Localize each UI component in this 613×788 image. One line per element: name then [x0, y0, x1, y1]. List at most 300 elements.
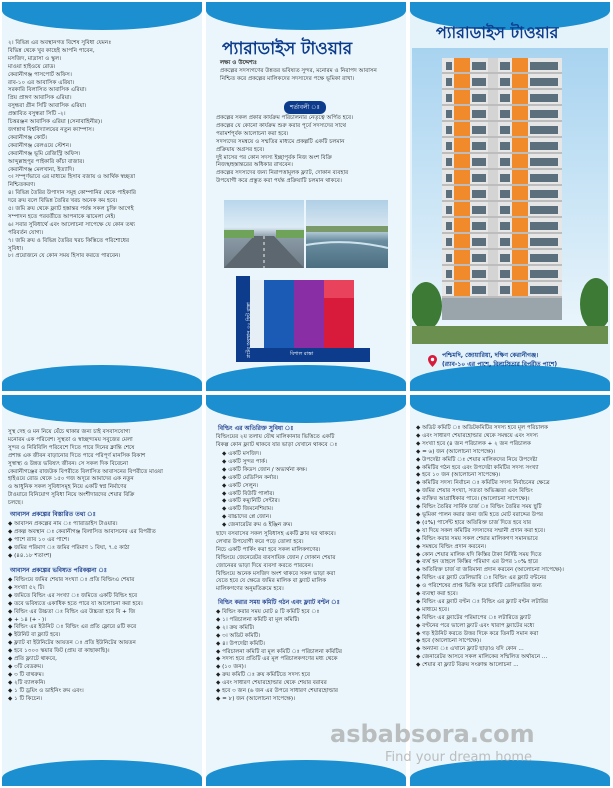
facility-line: যেতে হবে যে ক্ষেত্রে জমির মালিক বা ফ্ল্যাট মালিক	[216, 578, 327, 585]
rule-line	[416, 615, 564, 623]
tower-floor-slab	[442, 232, 562, 234]
intro-line: হাইওয়ে রোড থেকে ১৫০ গজ অদূরে আমাদের এক নতুন	[8, 476, 134, 483]
bullet-text: ৪। উপদেষ্টা কমিটি।	[222, 640, 265, 647]
tower-window	[472, 222, 486, 230]
advantage-line: কেরানীগঞ্জ কোর্ট।	[8, 134, 47, 141]
tower-floor-slab	[442, 136, 562, 138]
advantage-line: কেরানীগঞ্জ মেলখানা, ইত্যাদি।	[8, 166, 75, 173]
tower-window	[530, 126, 558, 134]
committee-list	[216, 609, 342, 704]
bullet-icon: ◆	[416, 543, 423, 550]
bullet-icon: ◆	[8, 592, 15, 599]
bullet-icon: ◆	[416, 496, 423, 503]
bullet-text: হবে (আলোচনা সাপেক্ষে)।	[422, 638, 481, 645]
bullet-text: একটি মেডিসিন কর্নার।	[228, 474, 279, 481]
bullet-icon: ◆	[8, 608, 15, 615]
term-line: সদস্যদের সমন্বয়ে ও সম্মতির মাধ্যমে প্রকল্পটি একটি চলমান	[216, 138, 345, 145]
bullet-text: প্রতি ফ্ল্যাটে থাকবে,	[14, 656, 57, 663]
tower-window	[472, 110, 486, 118]
bullet-text: কমিটির সদস্য নির্বাচন ঃ কমিটির সদস্য নির্বাচনের ক্ষেত্রে	[422, 480, 550, 487]
plan-line	[8, 601, 143, 609]
bullet-icon: ◆	[416, 527, 423, 534]
mission-title: লক্ষ্য ও উদ্দেশ্যঃ	[220, 60, 257, 66]
tower-floor-slab	[442, 152, 562, 154]
bullet-text: (১০ জন)।	[222, 664, 246, 671]
bullet-icon: ◆	[416, 630, 423, 637]
advantage-line: আব্দুল্লাহপুর পাইকারি কাঁচা বাজার।	[8, 158, 85, 165]
tower-rendering	[412, 48, 608, 344]
bullet-text: একটি জিমনেশিয়াম।	[228, 506, 273, 513]
committee-line	[216, 680, 342, 688]
committee-line	[216, 633, 342, 641]
bullet-text: এবং সাধারণ শেয়ারহোল্ডার থেকে সমন্বয়ে এবং সদস্য	[422, 432, 539, 439]
bullet-icon: ◆	[222, 466, 229, 473]
bullet-text: ব্যক্তির আগ্রাধিকার পাবে। (আলোচনা সাপেক্ষে)।	[422, 496, 530, 503]
bullet-icon: ◆	[222, 506, 229, 513]
bullet-icon: ◆	[416, 654, 423, 661]
brand-title: প্যারাডাইস টাওয়ার	[436, 23, 559, 42]
committee-line	[216, 617, 342, 625]
tower-window	[446, 62, 452, 70]
rule-line	[416, 599, 564, 607]
bullet-icon: ◆	[216, 672, 223, 679]
bullet-icon: ◆	[416, 432, 423, 439]
tower-window	[500, 222, 510, 230]
bullet-text: ৩। অডিট কমিটি।	[222, 632, 261, 639]
advantage-line: ৭। জমি ক্রয় ও বিভিন্ন তৈরির খরচ কিস্তিতে পরিশোধের	[8, 237, 130, 244]
advantage-line: নিশ্চিতকরণ।	[8, 182, 36, 189]
bullet-text: সমন্বয়ে বিল্ডিং প্রদান করবেন।	[422, 543, 487, 550]
tower-floor-slab	[442, 296, 562, 298]
advantage-line: ৬। সবার সুবিধার্থে এবং আলোচনা সাপেক্ষে যে কোন তথ্য	[8, 221, 135, 228]
term-line: প্রকল্পের যে কোনো কার্যক্রম শুরু করার পূর্বে সদস্যদের সাথে	[216, 122, 347, 129]
plan-line	[8, 648, 143, 656]
amenity-item	[222, 451, 307, 459]
tower-floor-slab	[442, 216, 562, 218]
rule-line	[416, 449, 564, 457]
facility-line: মালিকগণের অনুমতিক্রমে হবে।	[216, 586, 284, 593]
bullet-icon: ◆	[416, 638, 423, 645]
tower-window	[500, 110, 510, 118]
bullet-text: (৪৪.১৮ শতাংশ)	[14, 552, 52, 559]
intro-line: মনোরম এক পরিবেশ। সুস্থতা ও স্বাচ্ছন্দ্যময় সবুজের মেলা	[8, 436, 133, 443]
bullet-icon: ◆	[8, 663, 15, 670]
rule-line	[416, 488, 564, 496]
advantage-line: মাওয়া হাইওয়ে রোড।	[8, 63, 56, 70]
committee-line	[216, 609, 342, 617]
panel-top-band	[2, 2, 202, 30]
tower-window	[530, 110, 558, 118]
rule-line	[416, 457, 564, 465]
bullet-icon: ◆	[416, 440, 423, 447]
tower-floor-slab	[442, 248, 562, 250]
advantage-line: সুবিধা।	[8, 245, 24, 252]
plot-diagram	[234, 274, 374, 364]
committee-line	[216, 696, 342, 704]
bullet-text: = ৬) জন (আলোচনা সাপেক্ষে)।	[422, 448, 496, 455]
detail-line	[8, 529, 156, 537]
plan-line	[8, 680, 143, 688]
extra-facilities-more	[216, 531, 336, 594]
bullet-text: ২টি ব্যালকনি।	[14, 679, 46, 686]
future-plan-list	[8, 577, 143, 704]
amenity-item	[222, 506, 307, 514]
bullet-icon: ◆	[416, 456, 423, 463]
bullet-text: জেনারেটর আসবে সকল মালিকের সম্মিলিত অর্থায়নে ...	[422, 654, 548, 661]
bullet-text: জমিতে বিল্ডিং এর সংখ্যা ঃ জমিতে একটি বিল্ডিং হবে	[14, 592, 138, 599]
tower-window	[446, 174, 452, 182]
tower-window	[500, 62, 510, 70]
bullet-icon: ◆	[8, 521, 15, 527]
tower-floor-slab	[442, 200, 562, 202]
tower-window	[500, 270, 510, 278]
rule-line	[416, 575, 564, 583]
plot-bottom-road: বিশাল রাস্তা	[290, 351, 314, 357]
term-line: দুই মাসের পর কোন সদস্য ইচ্ছাপূর্বক নিজ অংশ বিক্রি	[216, 154, 332, 161]
advantage-line: ৫। জমি ক্রয় থেকে ফ্ল্যাট হস্তান্তর পর্যন্ত সকল চুক্তি আগেই	[8, 206, 134, 213]
facility-line: ছাদে বসবাসের সকল সুবিধাসহ একটি ক্লাব ঘর থাকবে।	[216, 531, 336, 537]
rule-line	[416, 496, 564, 504]
bullet-text: কমিটির গঠন হবে এবং উপদেষ্টা কমিটির সদস্য সংখ্যা	[422, 464, 539, 471]
committee-line	[216, 672, 342, 680]
bullet-icon: ◆	[216, 695, 223, 702]
tower-window	[446, 270, 452, 278]
bullet-icon: ◆	[8, 600, 15, 607]
intro-line: কেরানীগঞ্জের রাজউক বিপরীতে বিলাসিত আবাসনের বিপরীতে মাওয়া	[8, 468, 163, 475]
mission-text	[220, 68, 377, 84]
bullet-text: জমির পরিমাণ ঃ জমির পরিমাণ ১ বিঘা, ৭.৫ কাঠা	[14, 544, 130, 551]
bullet-text: বিল্ডিং এর উচ্চতা ঃ বিল্ডিং এর উচ্চতা হবে বি + জি	[14, 608, 136, 615]
bullet-icon: ◆	[416, 551, 423, 558]
bullet-text: ১। পরিচালনা কমিটি বা মূল কমিটি।	[222, 616, 300, 623]
bullet-text: বিল্ডিং তৈরির সার্বিক চার্জ ঃ বিল্ডিং তৈরির সময় ছুটি	[422, 504, 542, 511]
bullet-text: ৩টি বেডরুম।	[14, 663, 44, 670]
plan-line	[8, 688, 143, 696]
tower-window	[530, 174, 558, 182]
panel-bottom-band	[206, 365, 406, 391]
tower-window	[446, 142, 452, 150]
tower-window	[472, 286, 486, 294]
tower-window	[530, 206, 558, 214]
bullet-icon: ◆	[416, 504, 423, 511]
tower-window	[500, 174, 510, 182]
bullet-icon: ◆	[416, 598, 423, 605]
bullet-text: বণ্টনের পরে ভালো ফ্ল্যাট এবং খারাপ ফ্ল্যাটের মধ্যে	[422, 622, 535, 629]
bullet-icon: ◆	[222, 522, 229, 529]
plan-line	[8, 664, 143, 672]
intro-line: ও আধুনিক সকল সুবিধাসমূহ নিয়ে একটি স্বপ্ন নির্মাণের	[8, 484, 127, 491]
rule-line	[416, 583, 564, 591]
rule-line	[416, 441, 564, 449]
tower-window	[530, 238, 558, 246]
advantage-line: পরিবর্তন যোগ্য।	[8, 229, 44, 236]
bullet-icon: ◆	[8, 616, 15, 623]
detail-line	[8, 545, 156, 553]
panel-top-band	[410, 395, 610, 423]
rule-line	[416, 607, 564, 615]
tower-window	[446, 206, 452, 214]
bullet-icon: ◆	[416, 464, 423, 471]
bullet-icon: ◆	[8, 648, 15, 655]
address-line-2: (র‍্যাব-১০ এর পাশে, বিলাসিতার বিপরীত পাশে)	[442, 361, 558, 368]
bullet-text: সংখ্যা ৫২ টি।	[14, 584, 45, 591]
bullet-text: ১ টি কিচেন।	[14, 695, 43, 702]
bullet-icon: ◆	[8, 584, 15, 591]
terms-list	[216, 115, 353, 186]
rule-line	[416, 433, 564, 441]
bullet-icon: ◆	[8, 632, 15, 639]
plan-line	[8, 696, 143, 704]
plan-line	[8, 577, 143, 585]
address-line-1: পশ্চিমদি, জোয়ারিয়া, দক্ষিণ কেরানীগঞ্জ।	[442, 352, 539, 359]
bullet-icon: ◆	[216, 680, 223, 687]
bullet-icon: ◆	[8, 544, 15, 551]
river-photo	[306, 200, 388, 268]
rule-line	[416, 662, 564, 670]
rule-line	[416, 536, 564, 544]
bullet-icon: ◆	[416, 425, 423, 431]
tower-window	[500, 94, 510, 102]
bullet-icon: ◆	[416, 575, 423, 582]
plan-line	[8, 585, 143, 593]
bullet-icon: ◆	[222, 482, 229, 489]
bullet-icon: ◆	[8, 528, 15, 535]
term-line: নিজস্ব/হস্তান্তরের অধিকার রাখবেন।	[216, 162, 293, 169]
bullet-icon: ◆	[416, 448, 423, 455]
tower-window	[446, 286, 452, 294]
amenity-item	[222, 522, 307, 530]
tower-window	[500, 238, 510, 246]
bullet-text: প্রকল্প অবস্থান ঃ কেরানীগঞ্জ বিলাসিত আবাসনের এর বিপরীত	[14, 528, 156, 535]
project-details-heading: আবাসন প্রকল্পের বিস্তারিত তথ্য ঃ	[10, 511, 96, 518]
bullet-icon: ◆	[8, 656, 15, 663]
bullet-text: হবে ১০ জন (আলোচনা সাপেক্ষে)।	[422, 472, 501, 479]
intro-line: প্রশান্ত এক জীবন বাড়ানোর দিতে পারে পরিপূর্ণ মানসিক বিকাশ	[8, 452, 146, 459]
tower-window	[446, 94, 452, 102]
tower-window	[472, 254, 486, 262]
amenity-item	[222, 459, 307, 467]
bullet-text: ২। ক্রয় কমিটি।	[222, 624, 255, 631]
bullet-icon: ◆	[416, 614, 423, 621]
term-line: উপযোগী করে প্রস্তুত করা পর্যন্ত প্রক্রিয়াটি চলমান থাকবে।	[216, 178, 342, 185]
bullet-icon: ◆	[216, 640, 223, 647]
advantage-line: ২। বিভিন্ন এর অবস্থানগত বিশেষ সুবিধা যেমনঃ	[8, 40, 112, 46]
amenity-item	[222, 514, 307, 522]
bullet-text: ৩ টি বাথরুম।	[14, 671, 44, 678]
bullet-icon: ◆	[416, 488, 423, 495]
tower-window	[530, 222, 558, 230]
bullet-icon: ◆	[8, 671, 15, 678]
bullet-icon: ◆	[416, 519, 423, 526]
term-line: প্রকল্পের সকল প্রকার কার্যক্রম পরিচালনার নেতৃত্বে অর্পিত হবে।	[216, 115, 354, 121]
advantage-line: রাব-১০ এর আবাসিক এরিয়া।	[8, 79, 75, 86]
bullet-icon: ◆	[8, 624, 15, 631]
facility-line: জোনেরর ভাড়া দিয়ে ব্যবসা করতে পারবেন।	[216, 562, 313, 569]
bullet-icon: ◆	[416, 622, 423, 629]
advantage-line: দরে ক্রয় বলে বিভিন্ন তৈরির খরচ অনেক কম হবে।	[8, 198, 118, 205]
advantage-line: সরকারি বিলাসিত আবাসিক এরিয়া।	[8, 87, 87, 94]
bullet-text: ক্রয় কমিটি ঃ ক্রয় কমিটিতে সদস্য হবে	[222, 672, 310, 679]
panel-bottom-band	[2, 760, 202, 786]
tower-window	[530, 254, 558, 262]
bullet-text: = ৮) জন (আলোচনা সাপেক্ষে)।	[222, 695, 296, 702]
tower-window	[530, 94, 558, 102]
advantage-line: ৮। প্রয়োজনে যে কোন সময় হিসাব করতে পারবেন।	[8, 253, 121, 260]
bullet-text: কোন শেয়ার মালিক যদি কিস্তির টাকা নির্দিষ্ট সময় দিতে	[422, 551, 542, 558]
tower-window	[446, 126, 452, 134]
intro-line: সুস্থ দেহ ও মন নিয়ে বেঁচে থাকার জন্য চাই বসবাসযোগ্য	[8, 429, 131, 435]
intro-line: টাওয়ারে বিনিয়োগ সুবিধা নিয়ে অংশীদারদের শেয়ার বিক্রি	[8, 492, 135, 499]
bullet-icon: ◆	[416, 559, 423, 566]
bullet-text: সংখ্যা হবে (৪ জন পরিচালক + ২ জন পরিচালক	[422, 440, 531, 447]
bullet-icon: ◆	[216, 632, 223, 639]
bullet-text: একটি কম্যুনিটি সেন্টার।	[228, 498, 280, 505]
advantage-line: কেরানীগঞ্জ রেলওয়ে স্টেশন।	[8, 142, 71, 149]
tower-window	[500, 286, 510, 294]
tower-window	[472, 78, 486, 86]
tower-window	[446, 78, 452, 86]
bullet-text: যা দিয়ে সকল কমিটির সদস্যদের সম্মানী প্রদান করা হবে।	[422, 527, 545, 534]
bullet-icon: ◆	[416, 480, 423, 487]
tower-window	[500, 78, 510, 86]
advantage-line: কেরানীগঞ্জ পাসপোর্ট অফিস।	[8, 71, 72, 78]
rule-line	[416, 528, 564, 536]
tower-floor-slab	[442, 264, 562, 266]
detail-line	[8, 553, 156, 561]
amenity-item	[222, 483, 307, 491]
detail-line	[8, 537, 156, 545]
plan-line	[8, 593, 143, 601]
rule-line	[416, 623, 564, 631]
bullet-text: ও পরিশেষের প্রাপ্ত ভিত্তি করে চাবিটি ডেলিভারির জন্য	[422, 583, 542, 590]
bullet-text: ফ্ল্যাট বা ইউনিটের আয়তন ঃ প্রতি ইউনিটের আয়তন	[14, 640, 136, 647]
panel-top-middle	[206, 2, 406, 391]
mission-line: প্রকল্পের সদস্যগণের উন্নতর ভবিষ্যত সুন্দর, মনোরম ও নিরাপদ আবাসন	[220, 68, 377, 74]
bullet-icon: ◆	[216, 688, 223, 695]
bullet-text: হবে ৩ জন (৬ জন এর উপরে সাধারণ শেয়ারহোল্ডার	[222, 688, 338, 695]
rule-line	[416, 504, 564, 512]
tower-window	[472, 238, 486, 246]
plan-line	[8, 672, 143, 680]
term-line: পরামর্শপূর্বক আলোচনা করা হবে।	[216, 130, 289, 137]
tower-window	[472, 126, 486, 134]
tower-window	[472, 94, 486, 102]
bullet-text: বিল্ডিং করার সময় সকল শেয়ার মালিকগণ সমানভাবে	[422, 535, 538, 542]
bullet-text: পরিচালনা কমিটি বা মূল কমিটি ঃ পরিচালনা কমিটির	[222, 648, 342, 655]
bullet-text: জেনারেটর রুম ও ইঞ্জিন রুম।	[228, 522, 293, 529]
bullet-text: একটি বিউটি পার্লার।	[228, 490, 275, 497]
extra-facilities-intro	[216, 434, 337, 450]
tower-window	[500, 254, 510, 262]
intro-line: সুস্বাস্থ্য ও উন্নত ভবিষ্যৎ জীবন। সে সকল দিক বিবেচনা	[8, 460, 129, 467]
bullet-text: ইউনিট বা ফ্ল্যাট হবে।	[14, 632, 61, 639]
bullet-text: ভূমিকা পালন করার জন্য জমি হতে মোট বরাদ্দের উপর	[422, 511, 543, 518]
tower-window	[472, 142, 486, 150]
location-pin-icon	[428, 352, 437, 364]
bullet-text: একটি সেলুন।	[228, 482, 259, 489]
advantage-line: জগন্নাথ বিশ্ববিদ্যালয়ের নতুন ক্যাম্পাস।	[8, 126, 94, 133]
bullet-icon: ◆	[222, 498, 229, 505]
tower-window	[446, 110, 452, 118]
tower-window	[530, 286, 558, 294]
bullet-text: বাচ্চাদের প্লে জোন।	[228, 514, 272, 521]
bullet-text: বিল্ডিং এর ফ্ল্যাট বণ্টন ঃ বিল্ডিং এর ফ্ল্যাট বণ্টন লটারির	[422, 598, 548, 605]
terms-badge: শর্তাবলী ঃ	[284, 101, 326, 114]
bullet-text: অডিট কমিটি ঃ অডিটকমিটির সদস্য হবে মূল পরিচালক	[422, 425, 549, 431]
rule-line	[416, 512, 564, 520]
brand-title: প্যারাডাইস টাওয়ার	[222, 39, 353, 59]
tower-window	[500, 142, 510, 150]
bullet-icon: ◆	[416, 567, 423, 574]
watermark-tagline: Find your dream home	[385, 750, 533, 765]
panel-top-band	[206, 395, 406, 423]
facility-line: লেখার উপযোগী করে পড়ে তোলা হবে।	[216, 538, 304, 545]
advantage-line: চিত্তরঞ্জন আবাসিক এরিয়া (সেনাবাহিনীর)।	[8, 119, 103, 126]
tower-window	[500, 206, 510, 214]
facility-intro-line: বিকল্প কোন ফ্ল্যাট থাকবে যার ভাড়া যেখানে থাকবে ঃ	[216, 441, 338, 448]
bullet-text: আবাসন প্রকল্পের নাম ঃ প্যারাডাইস টাওয়ার।	[14, 521, 118, 527]
bullet-icon: ◆	[8, 640, 15, 647]
bullet-text: শেয়ার বা ফ্ল্যাট বিক্রয় সংক্রান্ত আলোচনা ...	[422, 662, 519, 669]
bullet-text: মাধ্যমে হবে।	[422, 606, 450, 613]
plan-line	[8, 656, 143, 664]
bullet-icon: ◆	[8, 695, 15, 702]
bullet-text: উপদেষ্টা কমিটি ঃ শেয়ার মালিকদের নিয়ে উপদেষ্টা	[422, 456, 538, 463]
advantage-line: প্রিয় প্রাঙ্গণ আবাসিক এরিয়া।	[8, 95, 72, 102]
tower-window	[472, 270, 486, 278]
bullet-icon: ◆	[416, 535, 423, 542]
highway-photo	[224, 200, 304, 268]
facility-line: নিচে একটি পার্কিং করা হবে সকল মালিকগণের।	[216, 546, 321, 553]
bullet-icon: ◆	[8, 577, 15, 583]
advantage-line: ৪। বিভিন্ন তৈরির উপাদান সমূহ কোম্পানির থেকে পাইকারি	[8, 190, 136, 197]
tower-window	[472, 62, 486, 70]
bullet-text: একটি সুন্দর পার্ক।	[228, 458, 268, 465]
tower-floor-slab	[442, 168, 562, 170]
detail-line	[8, 521, 156, 529]
facility-line: বিল্ডিংয়ে জেনেরেটর ব্যবসায়িক জোন / দোকান শেয়ার	[216, 554, 336, 561]
bullet-icon: ◆	[222, 514, 229, 521]
tower-window	[530, 142, 558, 150]
intro-line: সুন্দর ও নিরিবিলি পরিবেশে দিতে পারে দিনের ক্লান্তি শেষে	[8, 444, 135, 451]
bullet-icon: ◆	[416, 583, 423, 590]
amenities-list	[222, 451, 307, 530]
bullet-text: জমির শেয়ার সংখ্যা, সততা অভিজ্ঞতা এবং বিল্ডিং	[422, 488, 533, 495]
bullet-text: ব্যর্থ হন তাহলে কিস্তির পরিমাণ এর উপর ১০% হারে	[422, 559, 538, 566]
advantage-line: বসুন্ধরা গ্রীন সিটি আবাসিক এরিয়া।	[8, 103, 87, 110]
bullet-icon: ◆	[222, 458, 229, 465]
bullet-text: হবে ১৩০০ স্কয়ার ফিট (প্রায় বা কাছাকাছি)।	[14, 648, 110, 655]
bullet-icon: ◆	[416, 591, 423, 598]
bullet-icon: ◆	[216, 609, 223, 615]
tower-window	[446, 222, 452, 230]
bullet-text: বিল্ডিং করার সময় মোট ৪ টি কমিটি হবে ঃ	[222, 609, 320, 615]
committee-line	[216, 656, 342, 664]
bullet-text: পাশে র‍্যাব ১০ এর পাশে।	[14, 536, 70, 543]
advantages-list	[8, 40, 198, 261]
bullet-text: ব্যবস্থা করা হবে।	[422, 591, 458, 598]
rule-line	[416, 465, 564, 473]
bullet-icon: ◆	[216, 648, 223, 655]
bullet-icon: ◆	[8, 552, 15, 559]
rules-list	[416, 425, 564, 670]
bullet-icon: ◆	[216, 664, 223, 671]
facility-line: বিল্ডিংয়ে অনেক মসজিদ অংশ থাকবে সকল ভাড়া করা	[216, 570, 336, 577]
tower-window	[472, 174, 486, 182]
tower-floor-slab	[442, 120, 562, 122]
term-line: প্রকল্পের সদস্যদের জন্য নিরাপত্তামূলক ফ্ল্যাট, দোকান ব্যবহার	[216, 170, 349, 177]
plan-line	[8, 609, 143, 617]
